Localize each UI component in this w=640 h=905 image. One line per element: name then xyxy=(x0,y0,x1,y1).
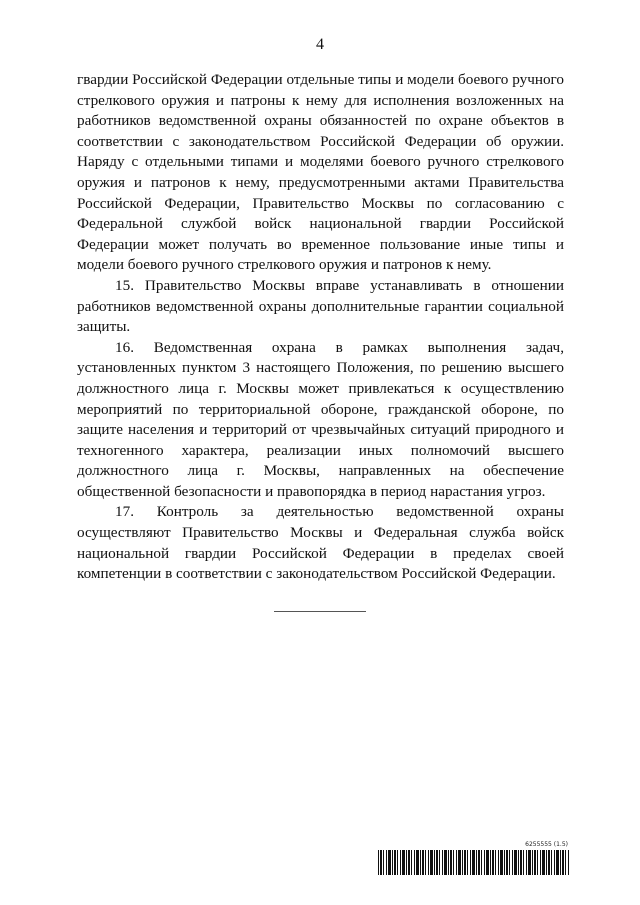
paragraph-item-17: 17. Контроль за деятельностью ведомственной охраны осуществляют Правительство Москвы и Федеральная служба войск национальной гвардии Российской Федерации в пределах своей компетенции в соответствии с законодательством Российской Федерации. xyxy=(77,503,564,583)
barcode-icon xyxy=(378,850,569,875)
barcode-label: 6255555 (1.5) xyxy=(525,841,568,848)
paragraph-item-15: 15. Правительство Москвы вправе устанавливать в отношении работников ведомственной охраны дополнительные гарантии социальной защиты. xyxy=(77,276,564,336)
paragraph-item-16: 16. Ведомственная охрана в рамках выполнения задач, установленных пунктом 3 настоящего Положения, по решению высшего должностного лица г. Москвы может привлекаться к осуществлению мероприятий по территориальной обороне, гражданской обороне, по защите населения и территорий от чрезвычайных ситуаций природного и техногенного характера, реализации иных полномочий высшего должностного лица г. Москвы, направленных на обеспечение общественной безопасности и правопорядка в период нарастания угроз. xyxy=(77,338,564,500)
document-body xyxy=(77,70,564,585)
end-divider xyxy=(274,611,366,612)
page-number: 4 xyxy=(316,36,324,53)
paragraph-continuation: гвардии Российской Федерации отдельные типы и модели боевого ручного стрелкового оружия и патроны к нему для исполнения возложенных на работников ведомственной охраны обязанностей по охране объектов в соответствии с законодательством Российской Федерации об оружии. Наряду с отдельными типами и моделями боевого ручного стрелкового оружия и патронов к нему, предусмотренными актами Правительства Российской Федерации, Правительство Москвы по согласованию с Федеральной службой войск национальной гвардии Российской Федерации может получать во временное пользование иные типы и модели боевого ручного стрелкового оружия и патронов к нему. xyxy=(77,71,564,274)
